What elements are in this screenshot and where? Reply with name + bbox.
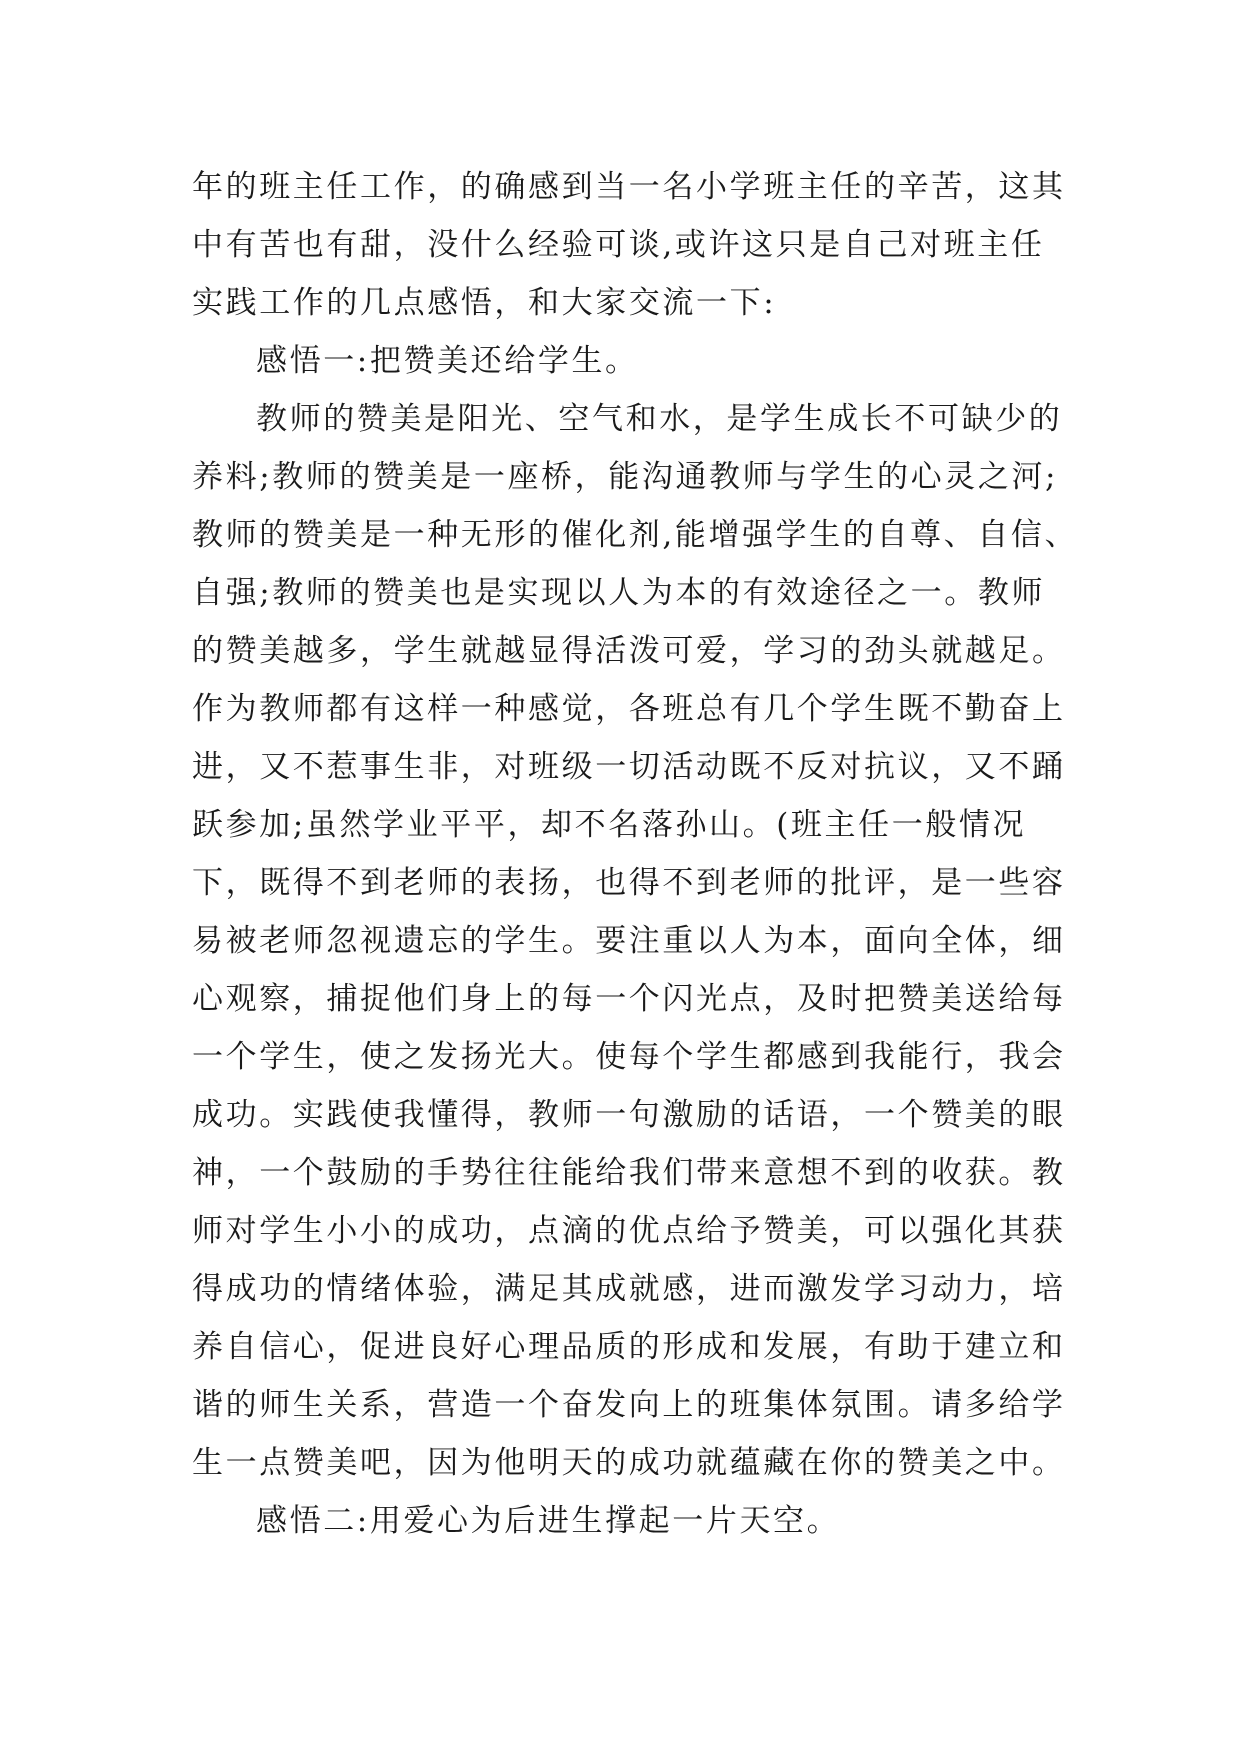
- text-line: 神，一个鼓励的手势往往能给我们带来意想不到的收获。教: [192, 1155, 1066, 1191]
- text-line: 养自信心，促进良好心理品质的形成和发展，有助于建立和: [192, 1329, 1066, 1365]
- text-line: 养料;教师的赞美是一座桥，能沟通教师与学生的心灵之河;: [192, 459, 1059, 495]
- text-line: 易被老师忽视遗忘的学生。要注重以人为本，面向全体，细: [192, 923, 1066, 959]
- text-line: 生一点赞美吧，因为他明天的成功就蕴藏在你的赞美之中。: [192, 1445, 1066, 1481]
- text-line: 自强;教师的赞美也是实现以人为本的有效途径之一。教师: [192, 575, 1046, 611]
- text-line: 心观察，捕捉他们身上的每一个闪光点，及时把赞美送给每: [192, 981, 1066, 1017]
- text-line: 得成功的情绪体验，满足其成就感，进而激发学习动力，培: [192, 1271, 1066, 1307]
- text-line: 中有苦也有甜，没什么经验可谈,或许这只是自己对班主任: [192, 227, 1045, 263]
- text-line: 一个学生，使之发扬光大。使每个学生都感到我能行，我会: [192, 1039, 1066, 1075]
- section-heading: 感悟一:把赞美还给学生。: [256, 343, 639, 379]
- text-line: 师对学生小小的成功，点滴的优点给予赞美，可以强化其获: [192, 1213, 1066, 1249]
- text-line: 成功。实践使我懂得，教师一句激励的话语，一个赞美的眼: [192, 1097, 1066, 1133]
- body-text: [192, 158, 1079, 1550]
- text-line: 谐的师生关系，营造一个奋发向上的班集体氛围。请多给学: [192, 1387, 1066, 1423]
- text-line: 的赞美越多，学生就越显得活泼可爱，学习的劲头就越足。: [192, 633, 1066, 669]
- text-line: 进，又不惹事生非，对班级一切活动既不反对抗议，又不踊: [192, 749, 1066, 785]
- text-line: 跃参加;虽然学业平平，却不名落孙山。(班主任一般情况: [192, 807, 1027, 843]
- text-line: 作为教师都有这样一种感觉，各班总有几个学生既不勤奋上: [192, 691, 1066, 727]
- text-line: 实践工作的几点感悟，和大家交流一下:: [192, 285, 777, 321]
- text-line: 下，既得不到老师的表扬，也得不到老师的批评，是一些容: [192, 865, 1066, 901]
- text-line: 年的班主任工作，的确感到当一名小学班主任的辛苦，这其: [192, 169, 1066, 205]
- section-heading: 感悟二:用爱心为后进生撑起一片天空。: [256, 1503, 841, 1539]
- text-line: 教师的赞美是阳光、空气和水，是学生成长不可缺少的: [256, 401, 1063, 437]
- text-line: 教师的赞美是一种无形的催化剂,能增强学生的自尊、自信、: [192, 517, 1079, 553]
